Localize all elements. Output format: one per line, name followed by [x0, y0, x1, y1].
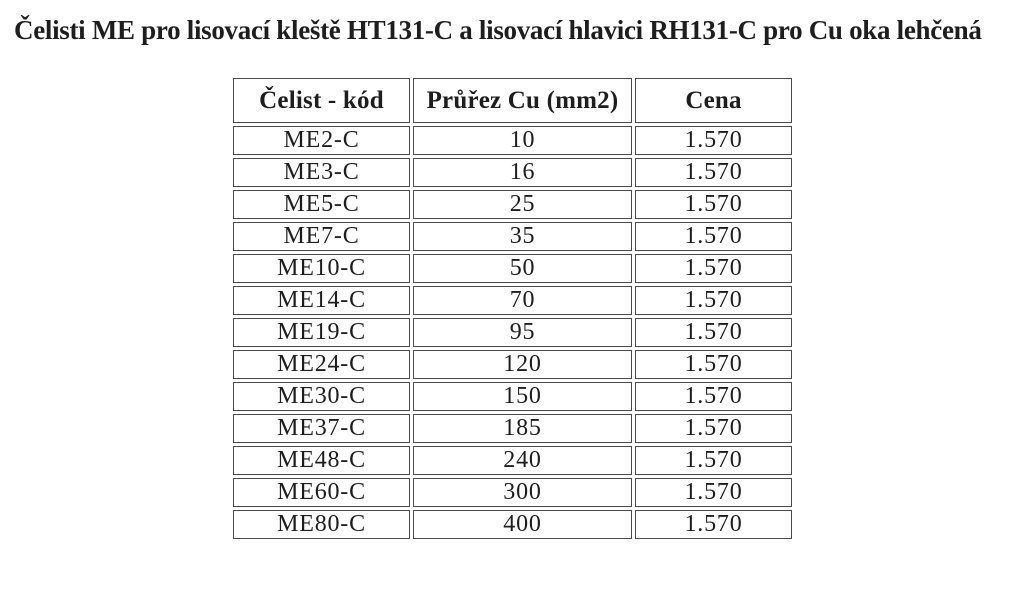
- cell-cross-section: 16: [413, 158, 632, 187]
- cell-price: 1.570: [635, 446, 792, 475]
- cell-price: 1.570: [635, 318, 792, 347]
- cell-code: ME37-C: [233, 414, 410, 443]
- price-table: [230, 75, 795, 542]
- table-header-row: [233, 78, 792, 123]
- cell-price: 1.570: [635, 478, 792, 507]
- cell-cross-section: 10: [413, 126, 632, 155]
- cell-cross-section: 185: [413, 414, 632, 443]
- cell-cross-section: 150: [413, 382, 632, 411]
- cell-code: ME3-C: [233, 158, 410, 187]
- table-row: [233, 222, 792, 251]
- table-row: [233, 382, 792, 411]
- column-header-code: Čelist - kód: [233, 78, 410, 123]
- table-body: [233, 126, 792, 539]
- column-header-cross-section: Průřez Cu (mm2): [413, 78, 632, 123]
- cell-cross-section: 35: [413, 222, 632, 251]
- cell-price: 1.570: [635, 222, 792, 251]
- table-row: [233, 446, 792, 475]
- table-row: [233, 254, 792, 283]
- cell-price: 1.570: [635, 126, 792, 155]
- cell-price: 1.570: [635, 414, 792, 443]
- cell-cross-section: 50: [413, 254, 632, 283]
- cell-code: ME19-C: [233, 318, 410, 347]
- cell-cross-section: 95: [413, 318, 632, 347]
- table-row: [233, 286, 792, 315]
- cell-price: 1.570: [635, 350, 792, 379]
- cell-code: ME2-C: [233, 126, 410, 155]
- cell-code: ME24-C: [233, 350, 410, 379]
- cell-code: ME5-C: [233, 190, 410, 219]
- page-title: Čelisti ME pro lisovací kleště HT131-C a lisovací hlavici RH131-C pro Cu oka lehčená: [14, 15, 982, 45]
- cell-price: 1.570: [635, 382, 792, 411]
- cell-code: ME7-C: [233, 222, 410, 251]
- table-row: [233, 350, 792, 379]
- cell-code: ME60-C: [233, 478, 410, 507]
- table-row: [233, 510, 792, 539]
- cell-price: 1.570: [635, 254, 792, 283]
- cell-code: ME80-C: [233, 510, 410, 539]
- cell-code: ME14-C: [233, 286, 410, 315]
- cell-code: ME10-C: [233, 254, 410, 283]
- table-row: [233, 158, 792, 187]
- table-row: [233, 414, 792, 443]
- table-row: [233, 318, 792, 347]
- cell-code: ME48-C: [233, 446, 410, 475]
- cell-price: 1.570: [635, 158, 792, 187]
- cell-price: 1.570: [635, 286, 792, 315]
- cell-cross-section: 400: [413, 510, 632, 539]
- cell-code: ME30-C: [233, 382, 410, 411]
- cell-cross-section: 300: [413, 478, 632, 507]
- cell-cross-section: 240: [413, 446, 632, 475]
- table-row: [233, 126, 792, 155]
- table-row: [233, 478, 792, 507]
- cell-cross-section: 25: [413, 190, 632, 219]
- table-row: [233, 190, 792, 219]
- cell-price: 1.570: [635, 190, 792, 219]
- cell-cross-section: 120: [413, 350, 632, 379]
- cell-cross-section: 70: [413, 286, 632, 315]
- column-header-price: Cena: [635, 78, 792, 123]
- cell-price: 1.570: [635, 510, 792, 539]
